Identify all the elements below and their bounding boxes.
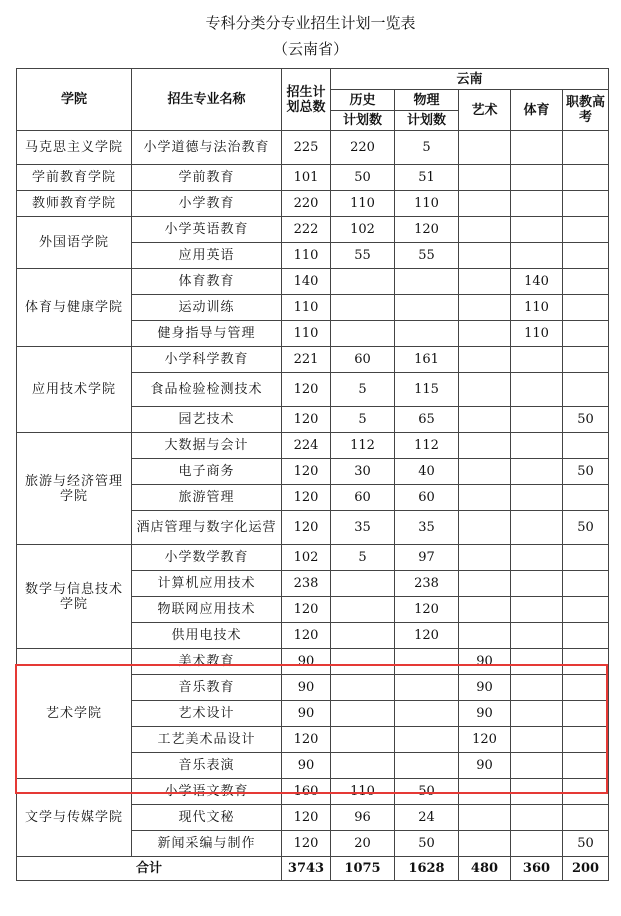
college-cell: 学前教育学院 [17,165,132,191]
sports-cell: 110 [511,295,563,321]
major-cell: 艺术设计 [132,701,282,727]
header-total: 招生计划总数 [282,69,331,131]
art-cell [459,805,511,831]
sports-cell [511,243,563,269]
vocational-cell [563,217,609,243]
history-cell: 5 [331,373,395,407]
major-cell: 现代文秘 [132,805,282,831]
physics-cell: 55 [395,243,459,269]
art-cell [459,545,511,571]
header-history: 历史 [331,90,395,111]
vocational-cell: 50 [563,831,609,857]
college-cell: 体育与健康学院 [17,269,132,347]
physics-cell: 5 [395,131,459,165]
table-row [17,269,609,295]
history-cell: 60 [331,485,395,511]
history-cell [331,727,395,753]
vocational-cell [563,701,609,727]
art-cell: 90 [459,753,511,779]
total-cell: 120 [282,831,331,857]
physics-cell: 40 [395,459,459,485]
table-row [17,779,609,805]
sports-cell [511,347,563,373]
totals-physics: 1628 [395,857,459,881]
major-cell: 电子商务 [132,459,282,485]
total-cell: 120 [282,511,331,545]
sports-cell [511,433,563,459]
college-cell: 艺术学院 [17,649,132,779]
total-cell: 238 [282,571,331,597]
physics-cell: 97 [395,545,459,571]
art-cell: 90 [459,675,511,701]
total-cell: 110 [282,295,331,321]
history-cell: 20 [331,831,395,857]
vocational-cell [563,321,609,347]
total-cell: 220 [282,191,331,217]
total-cell: 140 [282,269,331,295]
physics-cell [395,649,459,675]
art-cell [459,459,511,485]
header-physics: 物理 [395,90,459,111]
header-sports: 体育 [511,90,563,131]
sports-cell [511,623,563,649]
art-cell [459,511,511,545]
vocational-cell: 50 [563,511,609,545]
header-major: 招生专业名称 [132,69,282,131]
art-cell [459,243,511,269]
major-cell: 食品检验检测技术 [132,373,282,407]
table-row [17,433,609,459]
vocational-cell [563,805,609,831]
physics-cell: 110 [395,191,459,217]
history-cell [331,753,395,779]
art-cell [459,217,511,243]
vocational-cell [563,571,609,597]
vocational-cell: 50 [563,407,609,433]
major-cell: 物联网应用技术 [132,597,282,623]
art-cell [459,191,511,217]
sports-cell [511,217,563,243]
major-cell: 旅游管理 [132,485,282,511]
sports-cell: 110 [511,321,563,347]
physics-cell: 120 [395,217,459,243]
physics-cell [395,269,459,295]
major-cell: 小学语文教育 [132,779,282,805]
total-cell: 120 [282,373,331,407]
physics-cell: 24 [395,805,459,831]
history-cell: 220 [331,131,395,165]
header-college: 学院 [17,69,132,131]
vocational-cell [563,295,609,321]
history-cell [331,295,395,321]
vocational-cell [563,373,609,407]
art-cell: 120 [459,727,511,753]
vocational-cell [563,165,609,191]
college-cell: 旅游与经济管理学院 [17,433,132,545]
total-cell: 120 [282,805,331,831]
table-row [17,131,609,165]
header-art: 艺术 [459,90,511,131]
sports-cell [511,701,563,727]
vocational-cell: 50 [563,459,609,485]
major-cell: 大数据与会计 [132,433,282,459]
history-cell: 60 [331,347,395,373]
totals-row [17,857,609,881]
page-title: 专科分类分专业招生计划一览表 [205,14,416,32]
major-cell: 音乐表演 [132,753,282,779]
vocational-cell [563,131,609,165]
history-cell: 102 [331,217,395,243]
physics-cell: 120 [395,597,459,623]
enrollment-plan-table [16,68,609,881]
physics-cell: 50 [395,779,459,805]
major-cell: 新闻采编与制作 [132,831,282,857]
total-cell: 90 [282,675,331,701]
totals-art: 480 [459,857,511,881]
sports-cell [511,191,563,217]
major-cell: 供用电技术 [132,623,282,649]
table-body [17,131,609,857]
total-cell: 224 [282,433,331,459]
physics-cell: 161 [395,347,459,373]
total-cell: 120 [282,485,331,511]
art-cell [459,571,511,597]
sports-cell [511,597,563,623]
major-cell: 小学道德与法治教育 [132,131,282,165]
vocational-cell [563,623,609,649]
physics-cell: 60 [395,485,459,511]
art-cell [459,347,511,373]
sports-cell [511,753,563,779]
major-cell: 小学英语教育 [132,217,282,243]
history-cell: 55 [331,243,395,269]
sports-cell [511,779,563,805]
total-cell: 90 [282,701,331,727]
college-cell: 外国语学院 [17,217,132,269]
art-cell: 90 [459,649,511,675]
physics-cell: 112 [395,433,459,459]
major-cell: 小学数学教育 [132,545,282,571]
table-row [17,649,609,675]
sports-cell [511,511,563,545]
art-cell [459,407,511,433]
history-cell [331,701,395,727]
sports-cell: 140 [511,269,563,295]
art-cell [459,433,511,459]
major-cell: 体育教育 [132,269,282,295]
vocational-cell [563,545,609,571]
history-cell: 50 [331,165,395,191]
totals-sports: 360 [511,857,563,881]
totals-history: 1075 [331,857,395,881]
history-cell [331,269,395,295]
history-cell [331,571,395,597]
history-cell: 5 [331,407,395,433]
sports-cell [511,649,563,675]
college-cell: 数学与信息技术学院 [17,545,132,649]
sports-cell [511,675,563,701]
college-cell: 应用技术学院 [17,347,132,433]
sports-cell [511,831,563,857]
total-cell: 101 [282,165,331,191]
total-cell: 160 [282,779,331,805]
vocational-cell [563,433,609,459]
table-row [17,191,609,217]
header-physics-count: 计划数 [395,111,459,131]
total-cell: 110 [282,321,331,347]
physics-cell: 120 [395,623,459,649]
table-row [17,165,609,191]
physics-cell [395,321,459,347]
art-cell [459,321,511,347]
history-cell: 96 [331,805,395,831]
art-cell [459,295,511,321]
art-cell [459,623,511,649]
vocational-cell [563,485,609,511]
table-row [17,217,609,243]
sports-cell [511,545,563,571]
totals-vocational: 200 [563,857,609,881]
physics-cell [395,675,459,701]
physics-cell [395,753,459,779]
total-cell: 102 [282,545,331,571]
history-cell [331,321,395,347]
sports-cell [511,459,563,485]
physics-cell: 51 [395,165,459,191]
history-cell: 30 [331,459,395,485]
art-cell [459,779,511,805]
total-cell: 225 [282,131,331,165]
major-cell: 小学科学教育 [132,347,282,373]
college-cell: 文学与传媒学院 [17,779,132,857]
art-cell [459,165,511,191]
physics-cell: 65 [395,407,459,433]
sports-cell [511,571,563,597]
art-cell [459,269,511,295]
history-cell: 110 [331,191,395,217]
total-cell: 120 [282,727,331,753]
vocational-cell [563,243,609,269]
major-cell: 工艺美术品设计 [132,727,282,753]
history-cell [331,597,395,623]
art-cell [459,131,511,165]
physics-cell [395,701,459,727]
art-cell [459,597,511,623]
total-cell: 120 [282,623,331,649]
art-cell [459,373,511,407]
page-subtitle: （云南省） [272,40,348,58]
major-cell: 计算机应用技术 [132,571,282,597]
history-cell: 112 [331,433,395,459]
total-cell: 90 [282,753,331,779]
sports-cell [511,165,563,191]
totals-label: 合计 [17,857,282,881]
history-cell: 110 [331,779,395,805]
major-cell: 园艺技术 [132,407,282,433]
vocational-cell [563,779,609,805]
major-cell: 学前教育 [132,165,282,191]
sports-cell [511,805,563,831]
vocational-cell [563,269,609,295]
vocational-cell [563,675,609,701]
vocational-cell [563,727,609,753]
physics-cell: 238 [395,571,459,597]
total-cell: 120 [282,407,331,433]
art-cell [459,485,511,511]
vocational-cell [563,649,609,675]
header-history-count: 计划数 [331,111,395,131]
physics-cell: 35 [395,511,459,545]
physics-cell [395,727,459,753]
total-cell: 120 [282,597,331,623]
vocational-cell [563,753,609,779]
history-cell [331,675,395,701]
history-cell: 5 [331,545,395,571]
history-cell [331,623,395,649]
major-cell: 美术教育 [132,649,282,675]
physics-cell: 50 [395,831,459,857]
history-cell: 35 [331,511,395,545]
total-cell: 90 [282,649,331,675]
total-cell: 110 [282,243,331,269]
major-cell: 健身指导与管理 [132,321,282,347]
major-cell: 运动训练 [132,295,282,321]
art-cell: 90 [459,701,511,727]
vocational-cell [563,597,609,623]
sports-cell [511,131,563,165]
major-cell: 小学教育 [132,191,282,217]
physics-cell: 115 [395,373,459,407]
header-vocational: 职教高考 [563,90,609,131]
college-cell: 马克思主义学院 [17,131,132,165]
major-cell: 应用英语 [132,243,282,269]
college-cell: 教师教育学院 [17,191,132,217]
sports-cell [511,727,563,753]
physics-cell [395,295,459,321]
header-yunnan: 云南 [331,69,609,90]
vocational-cell [563,191,609,217]
sports-cell [511,373,563,407]
art-cell [459,831,511,857]
totals-total: 3743 [282,857,331,881]
table-row [17,347,609,373]
total-cell: 222 [282,217,331,243]
total-cell: 221 [282,347,331,373]
major-cell: 酒店管理与数字化运营 [132,511,282,545]
total-cell: 120 [282,459,331,485]
vocational-cell [563,347,609,373]
sports-cell [511,407,563,433]
table-row [17,545,609,571]
history-cell [331,649,395,675]
sports-cell [511,485,563,511]
major-cell: 音乐教育 [132,675,282,701]
